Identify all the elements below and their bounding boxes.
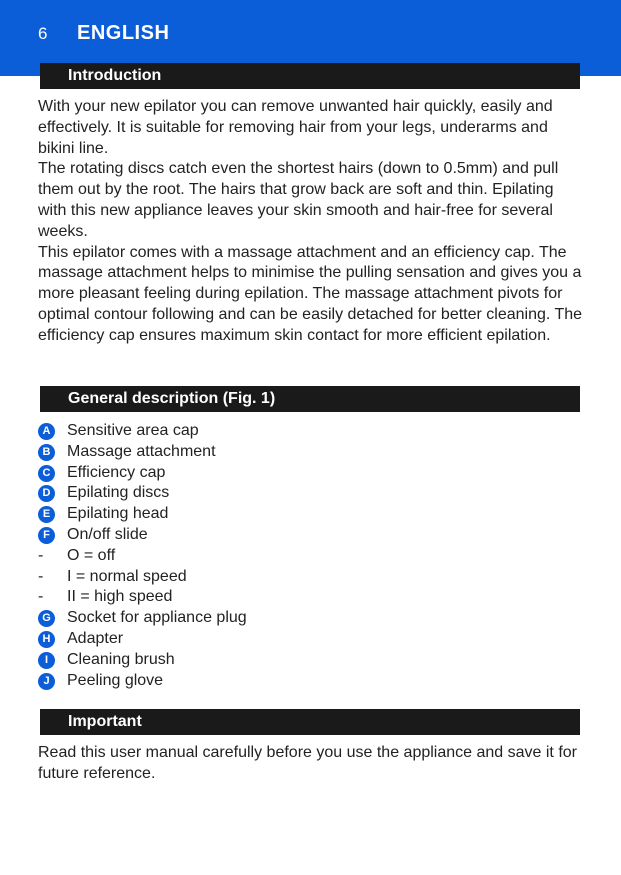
letter-badge-icon: F <box>38 527 55 544</box>
list-item-text: Peeling glove <box>67 671 164 689</box>
important-body: Read this user manual carefully before you use the appliance and save it for future reference. <box>38 744 577 782</box>
letter-badge-icon: E <box>38 506 55 523</box>
list-sub-item <box>38 567 583 588</box>
parts-list <box>38 421 583 691</box>
list-item-text: Epilating discs <box>67 484 170 502</box>
dash-marker: - <box>38 546 44 564</box>
list-item <box>38 483 583 504</box>
list-item-text: I = normal speed <box>67 567 187 585</box>
intro-paragraph: With your new epilator you can remove unwanted hair quickly, easily and effectively. It is suitable for removing hair from your legs, underarms and bikini line. <box>38 98 553 157</box>
section-header-introduction: Introduction <box>40 63 580 89</box>
list-item <box>38 525 583 546</box>
intro-paragraph: This epilator comes with a massage attachment and an efficiency cap. The massage attachment helps to minimise the pulling sensation and gives you a more pleasant feeling during epilation. The massage attachment pivots for optimal contour following and can be easily detached for better cleaning. The efficiency cap ensures maximum skin contact for more efficient epilation. <box>38 243 583 344</box>
letter-badge-icon: B <box>38 444 55 461</box>
letter-badge-icon: I <box>38 652 55 669</box>
list-item <box>38 463 583 484</box>
list-item-text: II = high speed <box>67 588 173 606</box>
list-item <box>38 608 583 629</box>
list-item <box>38 442 583 463</box>
list-sub-item <box>38 546 583 567</box>
list-item <box>38 504 583 525</box>
list-item <box>38 650 583 671</box>
page-number: 6 <box>38 24 48 43</box>
list-item <box>38 421 583 442</box>
letter-badge-icon: C <box>38 465 55 482</box>
list-item-text: Adapter <box>67 629 124 647</box>
section-header-general-description: General description (Fig. 1) <box>40 386 580 412</box>
letter-badge-icon: J <box>38 673 55 690</box>
dash-marker: - <box>38 567 44 585</box>
letter-badge-icon: A <box>38 423 55 440</box>
letter-badge-icon: G <box>38 610 55 627</box>
list-item-text: Socket for appliance plug <box>67 609 247 627</box>
list-item-text: Massage attachment <box>67 442 216 460</box>
introduction-body <box>38 97 583 347</box>
intro-paragraph: The rotating discs catch even the shortest hairs (down to 0.5mm) and pull them out by the root. The hairs that grow back are soft and thin. Epilating with this new appliance leaves your skin smooth and hair-free for several weeks. <box>38 160 559 240</box>
list-item-text: Efficiency cap <box>67 463 166 481</box>
list-item-text: Sensitive area cap <box>67 422 199 439</box>
list-item <box>38 671 583 692</box>
list-item-text: Epilating head <box>67 505 169 523</box>
dash-marker: - <box>38 588 44 606</box>
list-sub-item <box>38 587 583 608</box>
list-item-text: On/off slide <box>67 525 148 543</box>
letter-badge-icon: H <box>38 631 55 648</box>
list-item <box>38 629 583 650</box>
section-header-important: Important <box>40 709 580 735</box>
letter-badge-icon: D <box>38 485 55 502</box>
list-item-text: Cleaning brush <box>67 650 175 668</box>
language-title: ENGLISH <box>77 22 170 44</box>
list-item-text: O = off <box>67 546 116 564</box>
